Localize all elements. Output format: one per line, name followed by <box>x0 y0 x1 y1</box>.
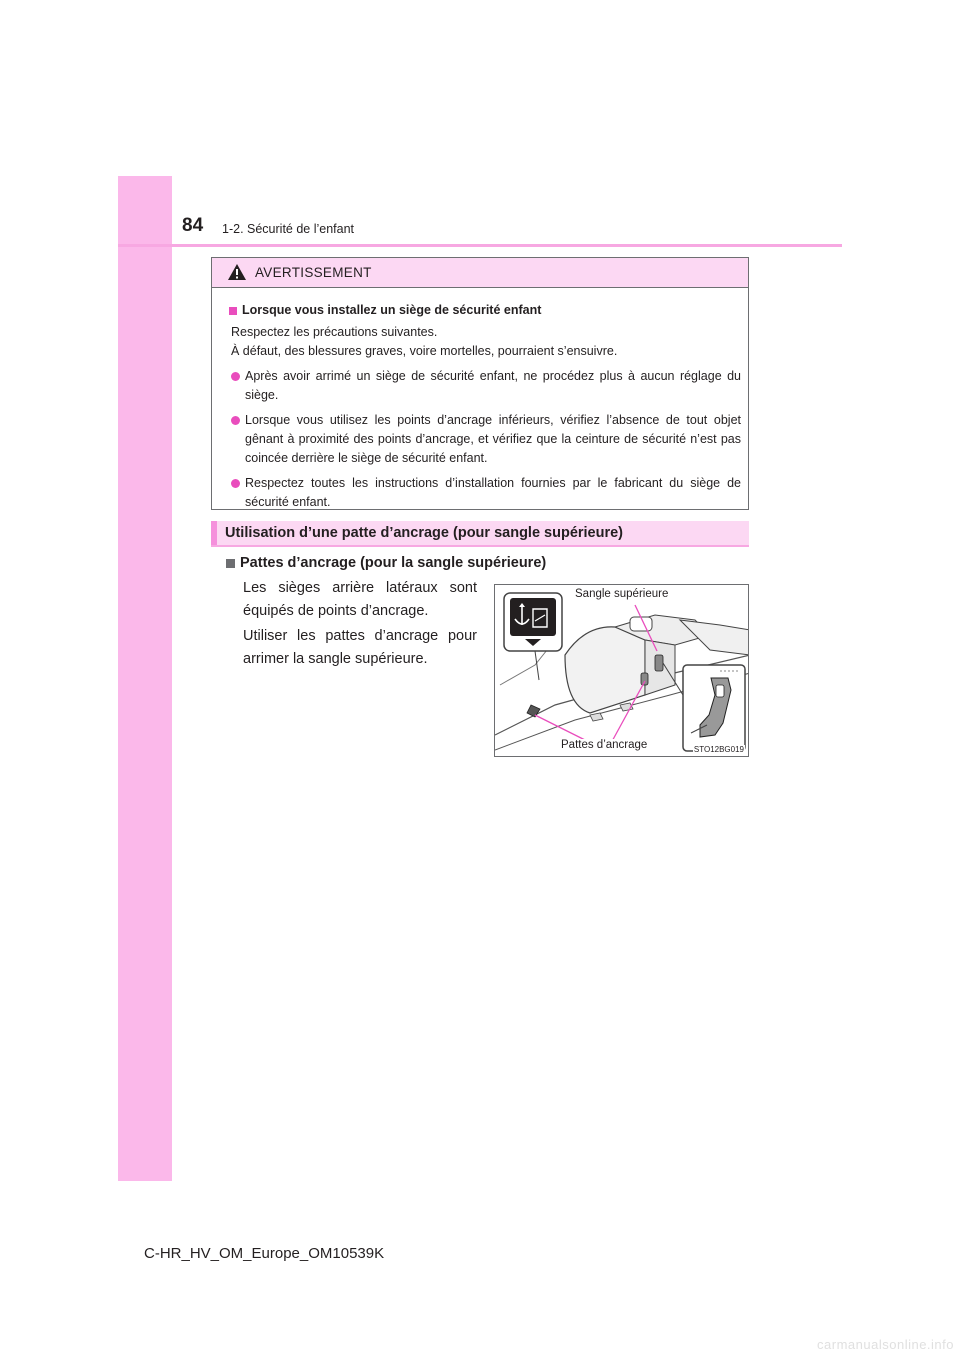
warning-list-text: Lorsque vous utilisez les points d’ancrage inférieurs, vérifiez l’absence de tout objet gênant à proximité des points d’ancrage, et vérifiez que la ceinture de sécurité n’est pas coincée derrière le siège de sécurité enfant. <box>245 413 741 465</box>
warning-heading-text: Lorsque vous installez un siège de sécurité enfant <box>242 303 542 317</box>
anchor-bracket-illustration <box>494 584 749 757</box>
square-bullet-icon <box>229 307 237 315</box>
warning-list-item <box>229 367 741 405</box>
warning-box <box>211 257 749 510</box>
side-tab <box>118 176 172 1181</box>
paragraph: Utiliser les pattes d’ancrage pour arrimer la sangle supérieure. <box>243 628 477 667</box>
footer-doc-code: C-HR_HV_OM_Europe_OM10539K <box>144 1245 385 1262</box>
warning-list-item <box>229 474 741 512</box>
warning-body <box>212 288 748 512</box>
watermark: carmanualsonline.info <box>817 1337 954 1352</box>
warning-list-text: Respectez toutes les instructions d’installation fournies par le fabricant du siège de sécurité enfant. <box>245 476 741 509</box>
section-bar <box>211 521 749 547</box>
warning-intro-line: Respectez les précautions suivantes. <box>231 325 438 339</box>
subsection-heading-text: Pattes d’ancrage (pour la sangle supérieure) <box>240 555 547 571</box>
page-number: 84 <box>182 215 204 236</box>
warning-list-item <box>229 411 741 468</box>
warning-intro-line: À défaut, des blessures graves, voire mortelles, pourraient s’ensuivre. <box>231 344 618 358</box>
figure-label-top-tether: Sangle supérieure <box>575 588 669 600</box>
circle-bullet-icon <box>231 416 240 425</box>
square-bullet-icon <box>226 559 235 568</box>
circle-bullet-icon <box>231 372 240 381</box>
warning-intro <box>231 323 741 361</box>
section-title: 1-2. Sécurité de l’enfant <box>222 222 355 236</box>
section-bar-accent <box>211 521 217 545</box>
figure-label-anchor-brackets: Pattes d’ancrage <box>561 739 648 751</box>
warning-triangle-icon <box>227 263 247 281</box>
paragraph: Les sièges arrière latéraux sont équipés de points d’ancrage. <box>243 580 477 619</box>
header-rule <box>118 244 842 247</box>
vehicle-rear-illustration <box>495 585 749 757</box>
warning-list-text: Après avoir arrimé un siège de sécurité enfant, ne procédez plus à aucun réglage du siège. <box>245 369 741 402</box>
warning-title: AVERTISSEMENT <box>255 265 372 280</box>
subsection-heading <box>226 555 546 571</box>
warning-header <box>212 258 748 288</box>
section-bar-title: Utilisation d’une patte d’ancrage (pour sangle supérieure) <box>225 525 624 541</box>
circle-bullet-icon <box>231 479 240 488</box>
warning-heading <box>229 301 741 320</box>
figure-code: STO12BG019 <box>693 745 744 754</box>
